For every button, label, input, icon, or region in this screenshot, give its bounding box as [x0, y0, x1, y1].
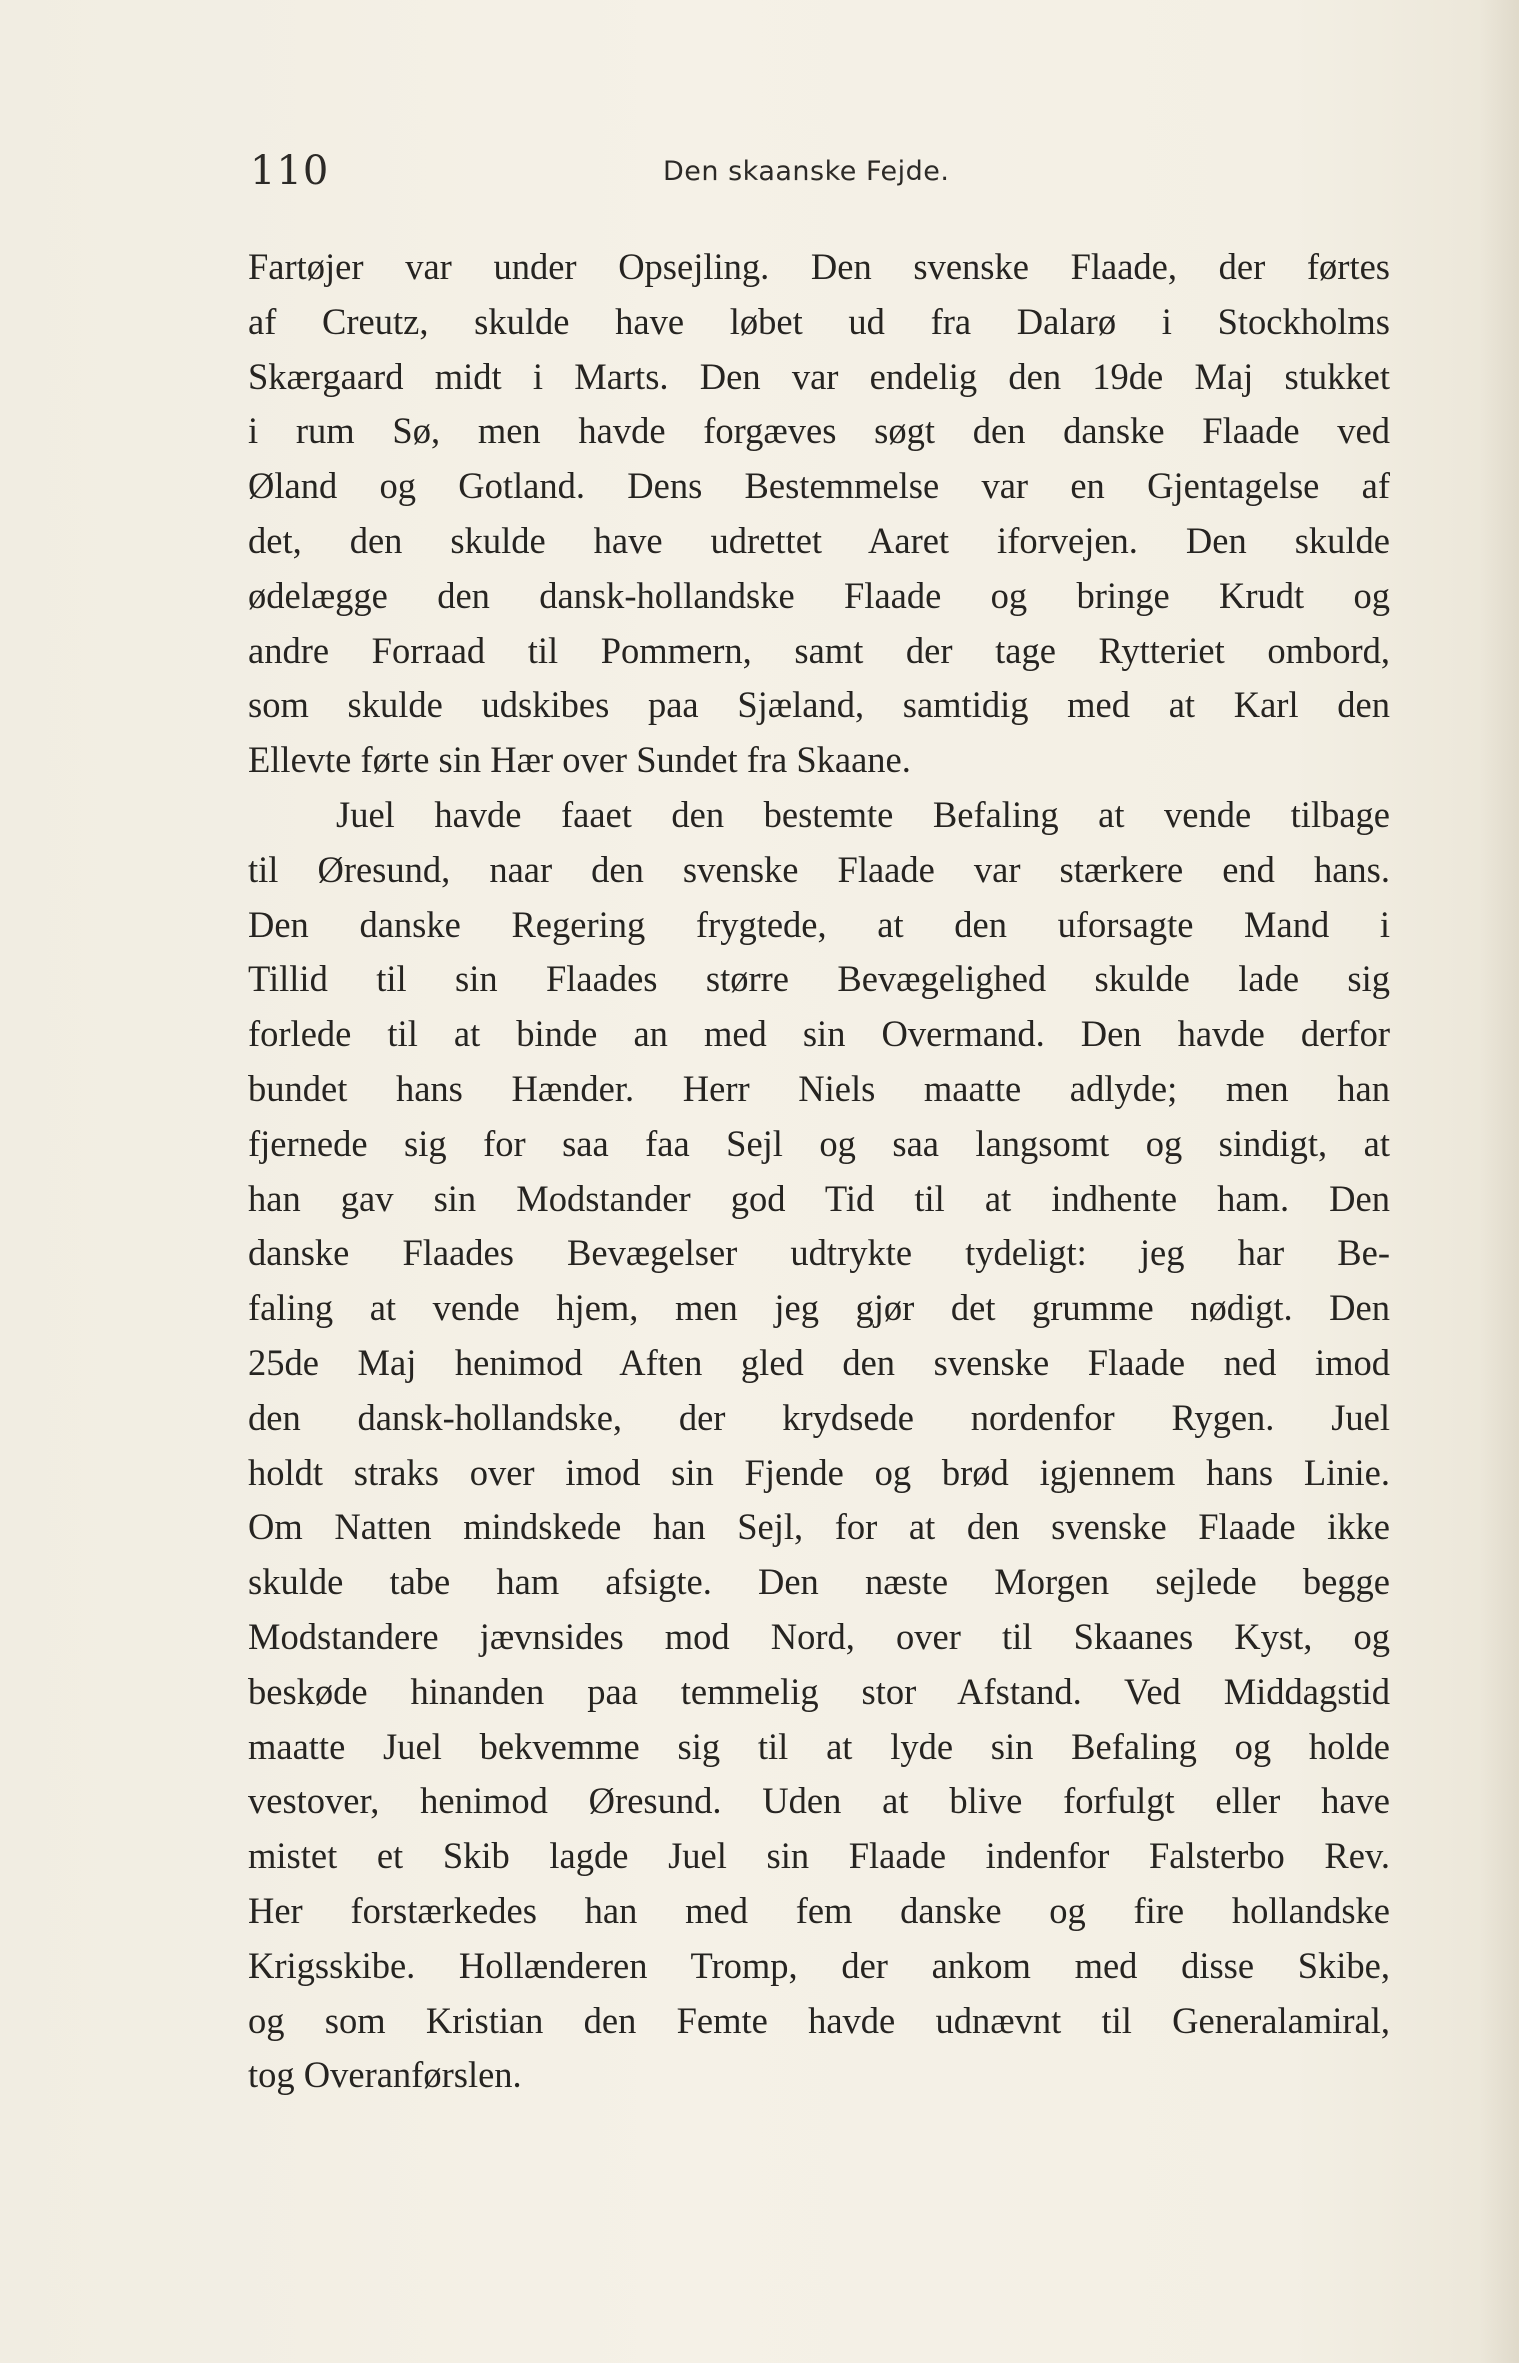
text-line: Her forstærkedes han med fem danske og fire hollandske: [248, 1889, 1390, 1931]
running-title: Den skaanske Fejde.: [663, 156, 950, 187]
text-line: forlede til at binde an med sin Overmand. Den havde derfor: [248, 1013, 1390, 1055]
text-line: andre Forraad til Pommern, samt der tage Rytteriet ombord,: [248, 629, 1390, 671]
text-line: ødelægge den dansk-hollandske Flaade og bringe Krudt og: [248, 574, 1390, 616]
text-line: danske Flaades Bevægelser udtrykte tydeligt: jeg har Be-: [248, 1232, 1390, 1274]
paragraph-start-line: Juel havde faaet den bestemte Befaling at vende tilbage: [336, 793, 1390, 835]
text-line: vestover, henimod Øresund. Uden at blive forfulgt eller have: [248, 1780, 1390, 1822]
text-line: holdt straks over imod sin Fjende og brød igjennem hans Linie.: [248, 1451, 1390, 1493]
text-line: bundet hans Hænder. Herr Niels maatte adlyde; men han: [248, 1067, 1390, 1109]
text-line: som skulde udskibes paa Sjæland, samtidig med at Karl den: [248, 684, 1390, 726]
text-line: mistet et Skib lagde Juel sin Flaade indenfor Falsterbo Rev.: [248, 1835, 1390, 1877]
text-line: 25de Maj henimod Aften gled den svenske Flaade ned imod: [248, 1341, 1390, 1383]
text-line: skulde tabe ham afsigte. Den næste Morgen sejlede begge: [248, 1561, 1390, 1603]
text-line: Om Natten mindskede han Sejl, for at den svenske Flaade ikke: [248, 1506, 1390, 1548]
text-line: maatte Juel bekvemme sig til at lyde sin Befaling og holde: [248, 1725, 1390, 1767]
text-line: Fartøjer var under Opsejling. Den svenske Flaade, der førtes: [248, 246, 1390, 287]
text-line: til Øresund, naar den svenske Flaade var stærkere end hans.: [248, 848, 1390, 890]
page-header: [250, 148, 1390, 208]
text-line: Skærgaard midt i Marts. Den var endelig den 19de Maj stukket: [248, 355, 1390, 397]
text-line: i rum Sø, men havde forgæves søgt den danske Flaade ved: [248, 410, 1390, 452]
paragraph-end-line: Ellevte førte sin Hær over Sundet fra Skaane.: [248, 739, 911, 781]
text-line: faling at vende hjem, men jeg gjør det grumme nødigt. Den: [248, 1287, 1390, 1329]
page-edge-shadow: [1479, 0, 1519, 2363]
text-line: Den danske Regering frygtede, at den uforsagte Mand i: [248, 903, 1390, 945]
paragraph-end-line: tog Overanførslen.: [248, 2054, 522, 2096]
page-number: 110: [250, 148, 330, 194]
text-line: den dansk-hollandske, der krydsede nordenfor Rygen. Juel: [248, 1396, 1390, 1438]
text-line: fjernede sig for saa faa Sejl og saa langsomt og sindigt, at: [248, 1122, 1390, 1164]
text-line: Øland og Gotland. Dens Bestemmelse var en Gjentagelse af: [248, 465, 1390, 507]
text-line: Modstandere jævnsides mod Nord, over til Skaanes Kyst, og: [248, 1615, 1390, 1657]
text-line: og som Kristian den Femte havde udnævnt til Generalamiral,: [248, 1999, 1390, 2041]
text-line: han gav sin Modstander god Tid til at indhente ham. Den: [248, 1177, 1390, 1219]
text-line: beskøde hinanden paa temmelig stor Afstand. Ved Middagstid: [248, 1670, 1390, 1712]
body-text: [248, 240, 1390, 2103]
text-line: Krigsskibe. Hollænderen Tromp, der ankom med disse Skibe,: [248, 1944, 1390, 1986]
text-line: Tillid til sin Flaades større Bevægelighed skulde lade sig: [248, 958, 1390, 1000]
text-line: af Creutz, skulde have løbet ud fra Dalarø i Stockholms: [248, 300, 1390, 342]
text-line: det, den skulde have udrettet Aaret iforvejen. Den skulde: [248, 519, 1390, 561]
